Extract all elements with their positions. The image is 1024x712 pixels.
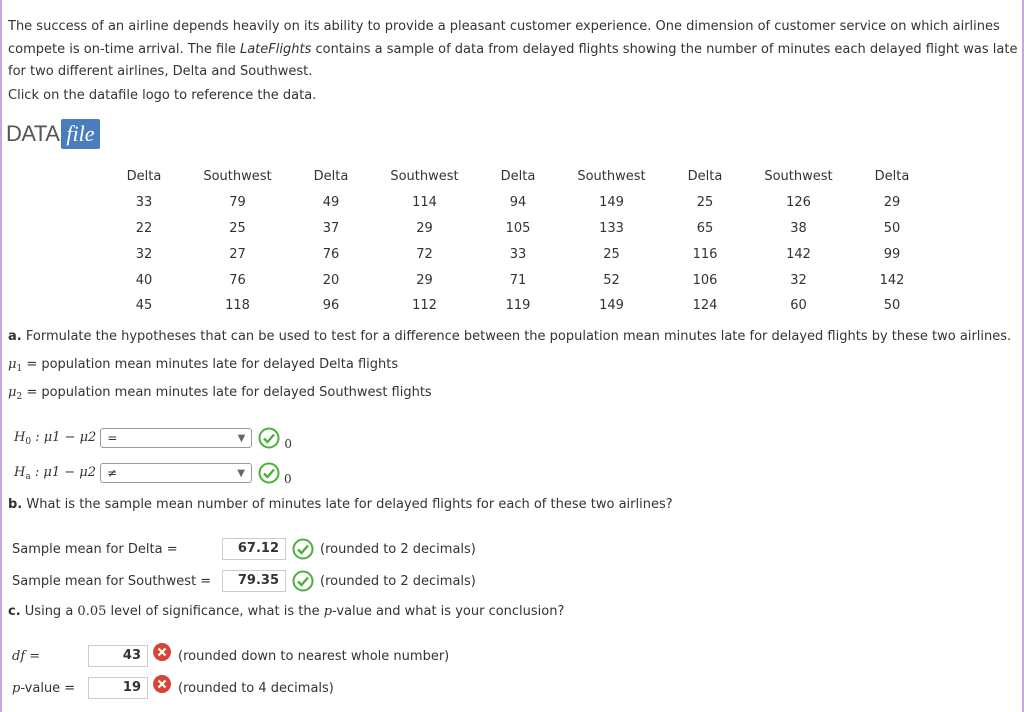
table-cell: 79: [229, 195, 246, 211]
p-value-row: [12, 677, 334, 699]
click-note: Click on the datafile logo to reference the data.: [8, 88, 317, 103]
intro-paragraph: The success of an airline depends heavily on its ability to provide a pleasant customer experience. One dimension of customer service on which airlines compete is on-time arrival. The file LateFlights contains a sample of data from delayed flights showing the number of minutes each delayed flight was late for two different airlines, Delta and Southwest.: [8, 19, 1018, 79]
table-cell: 119: [505, 298, 531, 314]
table-cell: 94: [509, 195, 527, 211]
datafile-logo-data-text: DATA: [6, 121, 60, 146]
table-cell: 149: [599, 195, 624, 211]
check-icon: [292, 570, 314, 592]
table-cell: 106: [692, 272, 718, 288]
table-cell: 133: [599, 220, 624, 236]
table-cell: 37: [322, 220, 340, 236]
table-cell: 32: [135, 246, 153, 262]
table-cell: 25: [603, 246, 620, 262]
ha-rhs: 0: [283, 472, 292, 486]
ha-operator-select[interactable]: ≠ ▼: [100, 463, 252, 483]
df-note: (rounded down to nearest whole number): [178, 648, 450, 664]
table-row: [112, 241, 924, 267]
table-cell: 76: [322, 246, 340, 262]
table-row: [112, 216, 924, 242]
df-input[interactable]: 43: [88, 645, 148, 667]
h0-operator-select[interactable]: = ▼: [100, 428, 252, 448]
table-cell: 124: [692, 298, 718, 314]
table-cell: 45: [135, 298, 153, 314]
table-cell: 52: [603, 272, 620, 288]
table-cell: 22: [135, 220, 153, 236]
alt-hypothesis-row: [14, 462, 292, 484]
table-cell: 32: [790, 272, 807, 288]
table-header-row: [112, 164, 924, 190]
part-c-question: c. Using a 0.05 level of significance, what is the p-value and what is your conclusion?: [8, 604, 565, 619]
mu2-definition: $\mu_2$ = population mean minutes late for delayed Southwest flights: [8, 385, 432, 402]
file-name: LateFlights: [239, 41, 312, 57]
table-header: Southwest: [577, 169, 646, 185]
part-a-question: a. Formulate the hypotheses that can be used to test for a difference between the population mean minutes late for delayed flights by these two airlines.: [8, 329, 1012, 344]
delta-mean-input[interactable]: 67.12: [222, 538, 286, 560]
table-cell: 142: [786, 246, 811, 262]
table-cell: 50: [883, 220, 901, 236]
table-cell: 27: [229, 246, 246, 262]
table-cell: 49: [322, 195, 340, 211]
p-value-label: p-value =: [12, 680, 76, 696]
null-hypothesis-label: $H_0$ : μ1 − μ2: [14, 429, 97, 447]
table-header: Delta: [687, 169, 723, 185]
southwest-mean-input[interactable]: 79.35: [222, 570, 286, 592]
datafile-logo-button[interactable]: [6, 118, 100, 150]
table-cell: 29: [416, 272, 433, 288]
chevron-down-icon: ▼: [237, 432, 246, 444]
table-cell: 71: [509, 272, 527, 288]
southwest-round-note: (rounded to 2 decimals): [320, 573, 476, 589]
delta-round-note: (rounded to 2 decimals): [320, 541, 476, 557]
table-cell: 118: [225, 298, 250, 314]
table-cell: 20: [322, 272, 340, 288]
table-row: [112, 293, 924, 319]
h0-rhs: 0: [284, 437, 292, 451]
delta-mean-row: [12, 538, 476, 560]
table-cell: 72: [416, 246, 433, 262]
p-value-note: (rounded to 4 decimals): [178, 680, 334, 696]
table-cell: 40: [135, 272, 153, 288]
table-cell: 112: [412, 298, 437, 314]
df-row: [12, 645, 449, 667]
table-cell: 126: [786, 195, 811, 211]
check-icon: [292, 538, 314, 560]
table-cell: 38: [790, 220, 807, 236]
table-header: Delta: [874, 169, 910, 185]
datafile-logo-file-text: file: [61, 119, 99, 149]
alt-hypothesis-label: $H_a$ : μ1 − μ2: [14, 464, 96, 482]
table-cell: 65: [696, 220, 714, 236]
null-hypothesis-row: [14, 427, 292, 449]
table-row: [112, 190, 924, 216]
table-cell: 33: [509, 246, 527, 262]
table-cell: 114: [412, 195, 437, 211]
left-frame-border: [0, 0, 2, 712]
part-b-question: b. What is the sample mean number of minutes late for delayed flights for each of these two airlines?: [8, 497, 673, 512]
table-cell: 76: [229, 272, 246, 288]
table-header: Southwest: [203, 169, 272, 185]
error-x-icon: [152, 674, 172, 694]
late-flights-table: [112, 164, 924, 319]
table-header: Delta: [500, 169, 536, 185]
southwest-mean-label: Sample mean for Southwest =: [12, 573, 212, 589]
df-label: df =: [12, 648, 41, 664]
table-cell: 149: [599, 298, 624, 314]
check-icon: [258, 462, 280, 484]
table-header: Southwest: [390, 169, 459, 185]
error-x-icon: [152, 642, 172, 662]
table-header: Southwest: [764, 169, 833, 185]
southwest-mean-row: [12, 570, 476, 592]
table-cell: 33: [135, 195, 153, 211]
p-value-input[interactable]: 19: [88, 677, 148, 699]
chevron-down-icon: ▼: [237, 467, 245, 479]
table-cell: 25: [696, 195, 714, 211]
check-icon: [258, 427, 280, 449]
table-cell: 116: [692, 246, 718, 262]
delta-mean-label: Sample mean for Delta =: [12, 541, 178, 557]
table-cell: 60: [790, 298, 807, 314]
table-cell: 96: [322, 298, 340, 314]
table-cell: 29: [416, 220, 433, 236]
table-header: Delta: [313, 169, 349, 185]
table-cell: 99: [883, 246, 901, 262]
table-cell: 142: [879, 272, 905, 288]
table-cell: 29: [883, 195, 901, 211]
mu1-definition: $\mu_1$ = population mean minutes late for delayed Delta flights: [8, 357, 399, 374]
table-row: [112, 267, 924, 293]
table-cell: 50: [883, 298, 901, 314]
table-header: Delta: [126, 169, 162, 185]
table-cell: 25: [229, 220, 246, 236]
table-cell: 105: [505, 220, 531, 236]
